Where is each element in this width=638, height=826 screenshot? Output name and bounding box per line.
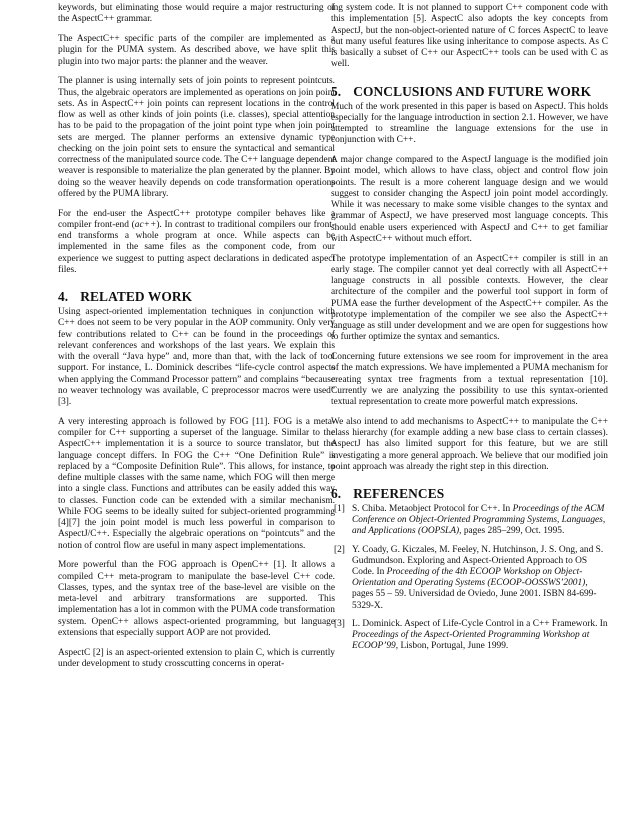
italic-text: Proceedings of the Aspect-Oriented Programming Workshop at ECOOP’99 xyxy=(352,630,590,652)
paragraph: More powerful than the FOG approach is OpenC++ [1]. It allows a compiled C++ meta-program to manipulate the base-level C++ code. Classes, types, and the syntax tree of the base-level are visible on the meta-level and arbitrary transformations are supported. This implementation has a lot in common with the PUMA code transformation system. OpenC++ allows aspect-oriented programming, but language extensions that especially support AOP are not provided. xyxy=(58,560,335,638)
text-run: , pages 55 – 59. Universidad de Oviedo, June 2001. ISBN 84-699-5329-X. xyxy=(352,578,597,611)
reference-number: [2] xyxy=(334,544,345,555)
section-heading-conclusions xyxy=(331,84,608,99)
paragraph: A major change compared to the AspectJ language is the modified join point model, which allows to have class, object and control flow join points. The result is a more coherent language design and we would suggest to consider changing the AspectJ join point model accordingly. While it was necessary to make some visible changes to the syntax and grammar of AspectJ, we have preserved most language concepts. This should enable users experienced with AspectJ and C++ to get familiar with AspectC++ without much effort. xyxy=(331,155,608,244)
italic-text: Proceeding of the 4th ECOOP Workshop on Object-Orientation and Operating Systems (ECOOP-OOSSWS’2001) xyxy=(352,567,586,589)
text-run: Y. Coady, G. Kiczales, M. Feeley, N. Hutchinson, J. S. Ong, and S. Gudmundson. Exploring and Aspect-Oriented Approach to OS Code. In xyxy=(352,544,604,578)
reference-number: [1] xyxy=(334,504,345,514)
paragraph: The planner is using internally sets of join points to represent pointcuts. Thus, the algebraic operators are implemented as operations on join point sets. As in AspectC++ join points can represent locations in the control flow as well as other kinds of join points (i.e. classes), special attention has to be paid to the propagation of the joint point type when join point sets are merged. The planner performs an extensive dynamic type checking on the join point sets to ensure the syntactical and semantical correctness of the manipulated source code. The C++ language dependent weaver is responsible to materialize the plan generated by the planner. By doing so the weaver heavily depends on code transformation operations offered by the PUMA library. xyxy=(58,76,335,199)
section-title: REFERENCES xyxy=(353,486,445,501)
section-heading-related-work xyxy=(58,289,335,304)
text-run: ). In contrast to traditional compilers our front-end transforms a whole program at once. While aspects can be implemented in the same files as the component code, from our experience we suggest to putting aspect declarations in dedicated aspect files. xyxy=(58,219,336,275)
section-title: RELATED WORK xyxy=(80,289,193,304)
reference-item xyxy=(331,619,608,653)
reference-item xyxy=(331,545,608,612)
paragraph: keywords, but eliminating those would require a major restructuring of the AspectC++ grammar. xyxy=(58,3,335,25)
paragraph: The AspectC++ specific parts of the compiler are implemented as a plugin for the PUMA system. As described above, we have split this plugin into two major parts: the planner and the weaver. xyxy=(58,34,335,67)
paragraph: Using aspect-oriented implementation techniques in conjunction with C++ does not seem to be very popular in the AOP community. Only very few contributions related to C++ can be found in the proceedings of relevant conferences and workshops of the last years. We explain this with the overall “Java hype” and, more than that, with the lack of tool support. For instance, L. Dominick describes “life-cycle control aspects when applying the Command Processor pattern” and complains “because no weaver technology was available, C preprocessor macros were used” [3]. xyxy=(58,307,335,407)
italic-text: ac++ xyxy=(134,219,157,230)
section-number: 4. xyxy=(58,289,69,304)
section-heading-references xyxy=(331,486,608,501)
text-run: S. Chiba. Metaobject Protocol for C++. In xyxy=(352,504,513,514)
paragraph: A very interesting approach is followed by FOG [11]. FOG is a meta-compiler for C++ supporting a superset of the language. Similar to the AspectC++ implementation it is a source to source translator, but the language concept differs. In FOG the C++ “One Definition Rule” is replaced by a “Composite Definition Rule”. This allows, for instance, to define multiple classes with the same name, which FOG will then merge into a single class. Functions and attributes can be easily added this way to classes. Function code can be extended with a similar mechanism. While FOG seems to be ideally suited for subject-oriented programming [4][7] the join point model is much less powerful in comparison to AspectJ/C++. Especially the algebraic operations on “pointcuts” and the notion of control flow are useful in many aspect implementations. xyxy=(58,416,335,551)
section-title: CONCLUSIONS AND FUTURE WORK xyxy=(353,83,592,99)
paragraph: We also intend to add mechanisms to AspectC++ to manipulate the C++ class hierarchy (for example adding a new base class to certain classes). AspectJ has also limited support for this feature, but we are still investigating a more general approach. We believe that our modified join point approach was already the right step in this direction. xyxy=(331,416,608,472)
right-column xyxy=(331,3,608,659)
italic-text: Proceedings of the ACM Conference on Object-Oriented Programming Systems, Languages, and Applications (OOPSLA) xyxy=(352,504,606,537)
section-number: 6. xyxy=(331,486,342,501)
text-run: L. Dominick. Aspect of Life-Cycle Control in a C++ Framework. In xyxy=(352,618,608,629)
paragraph: The prototype implementation of an AspectC++ compiler is still in an early stage. The compiler cannot yet deal correctly with all AspectC++ language constructs in all possible contexts. However, the clear architecture of the compiler and the powerful tool support in form of PUMA ease the further development of the AspectC++ compiler. As the prototype implementation of the compiler we see also the AspectC++ language as still under development and we are open for suggestions how to further optimize the syntax and semantics. xyxy=(331,253,608,343)
paragraph: Concerning future extensions we see room for improvement in the area of the match expressions. We have implemented a PUMA mechanism for creating syntax tree fragments from a textual representation [10]. Currently we are analyzing the possibility to use this syntax-oriented textual representation to create more powerful match expressions. xyxy=(331,352,608,407)
text-run: For the end-user the AspectC++ prototype compiler behaves like a compiler front-end ( xyxy=(58,208,335,230)
section-number: 5. xyxy=(331,83,342,99)
text-run: , pages 285–299, Oct. 1995. xyxy=(459,526,565,537)
reference-number: [3] xyxy=(334,618,345,629)
text-run: , Lisbon, Portugal, June 1999. xyxy=(395,641,509,652)
reference-item xyxy=(331,504,608,538)
paragraph: Much of the work presented in this paper is based on AspectJ. This holds especially for the language introduction in section 2.1. However, we have attempted to streamline the language extensions for the use in conjunction with C++. xyxy=(331,101,608,146)
paragraph-frontend xyxy=(58,209,335,277)
left-column xyxy=(58,3,335,679)
paragraph: AspectC [2] is an aspect-oriented extension to plain C, which is currently under development to study crosscutting concerns in operat- xyxy=(58,647,335,669)
reference-list xyxy=(331,504,608,652)
paragraph: ing system code. It is not planned to support C++ component code with this implementation [5]. AspectC also adopts the key concepts from AspectJ, but the non-object-oriented nature of C forces AspectC to leave out many useful features like using inheritance to compose aspects. As C is basically a subset of C++ our AspectC++ tools can be used with C as well. xyxy=(331,3,608,70)
